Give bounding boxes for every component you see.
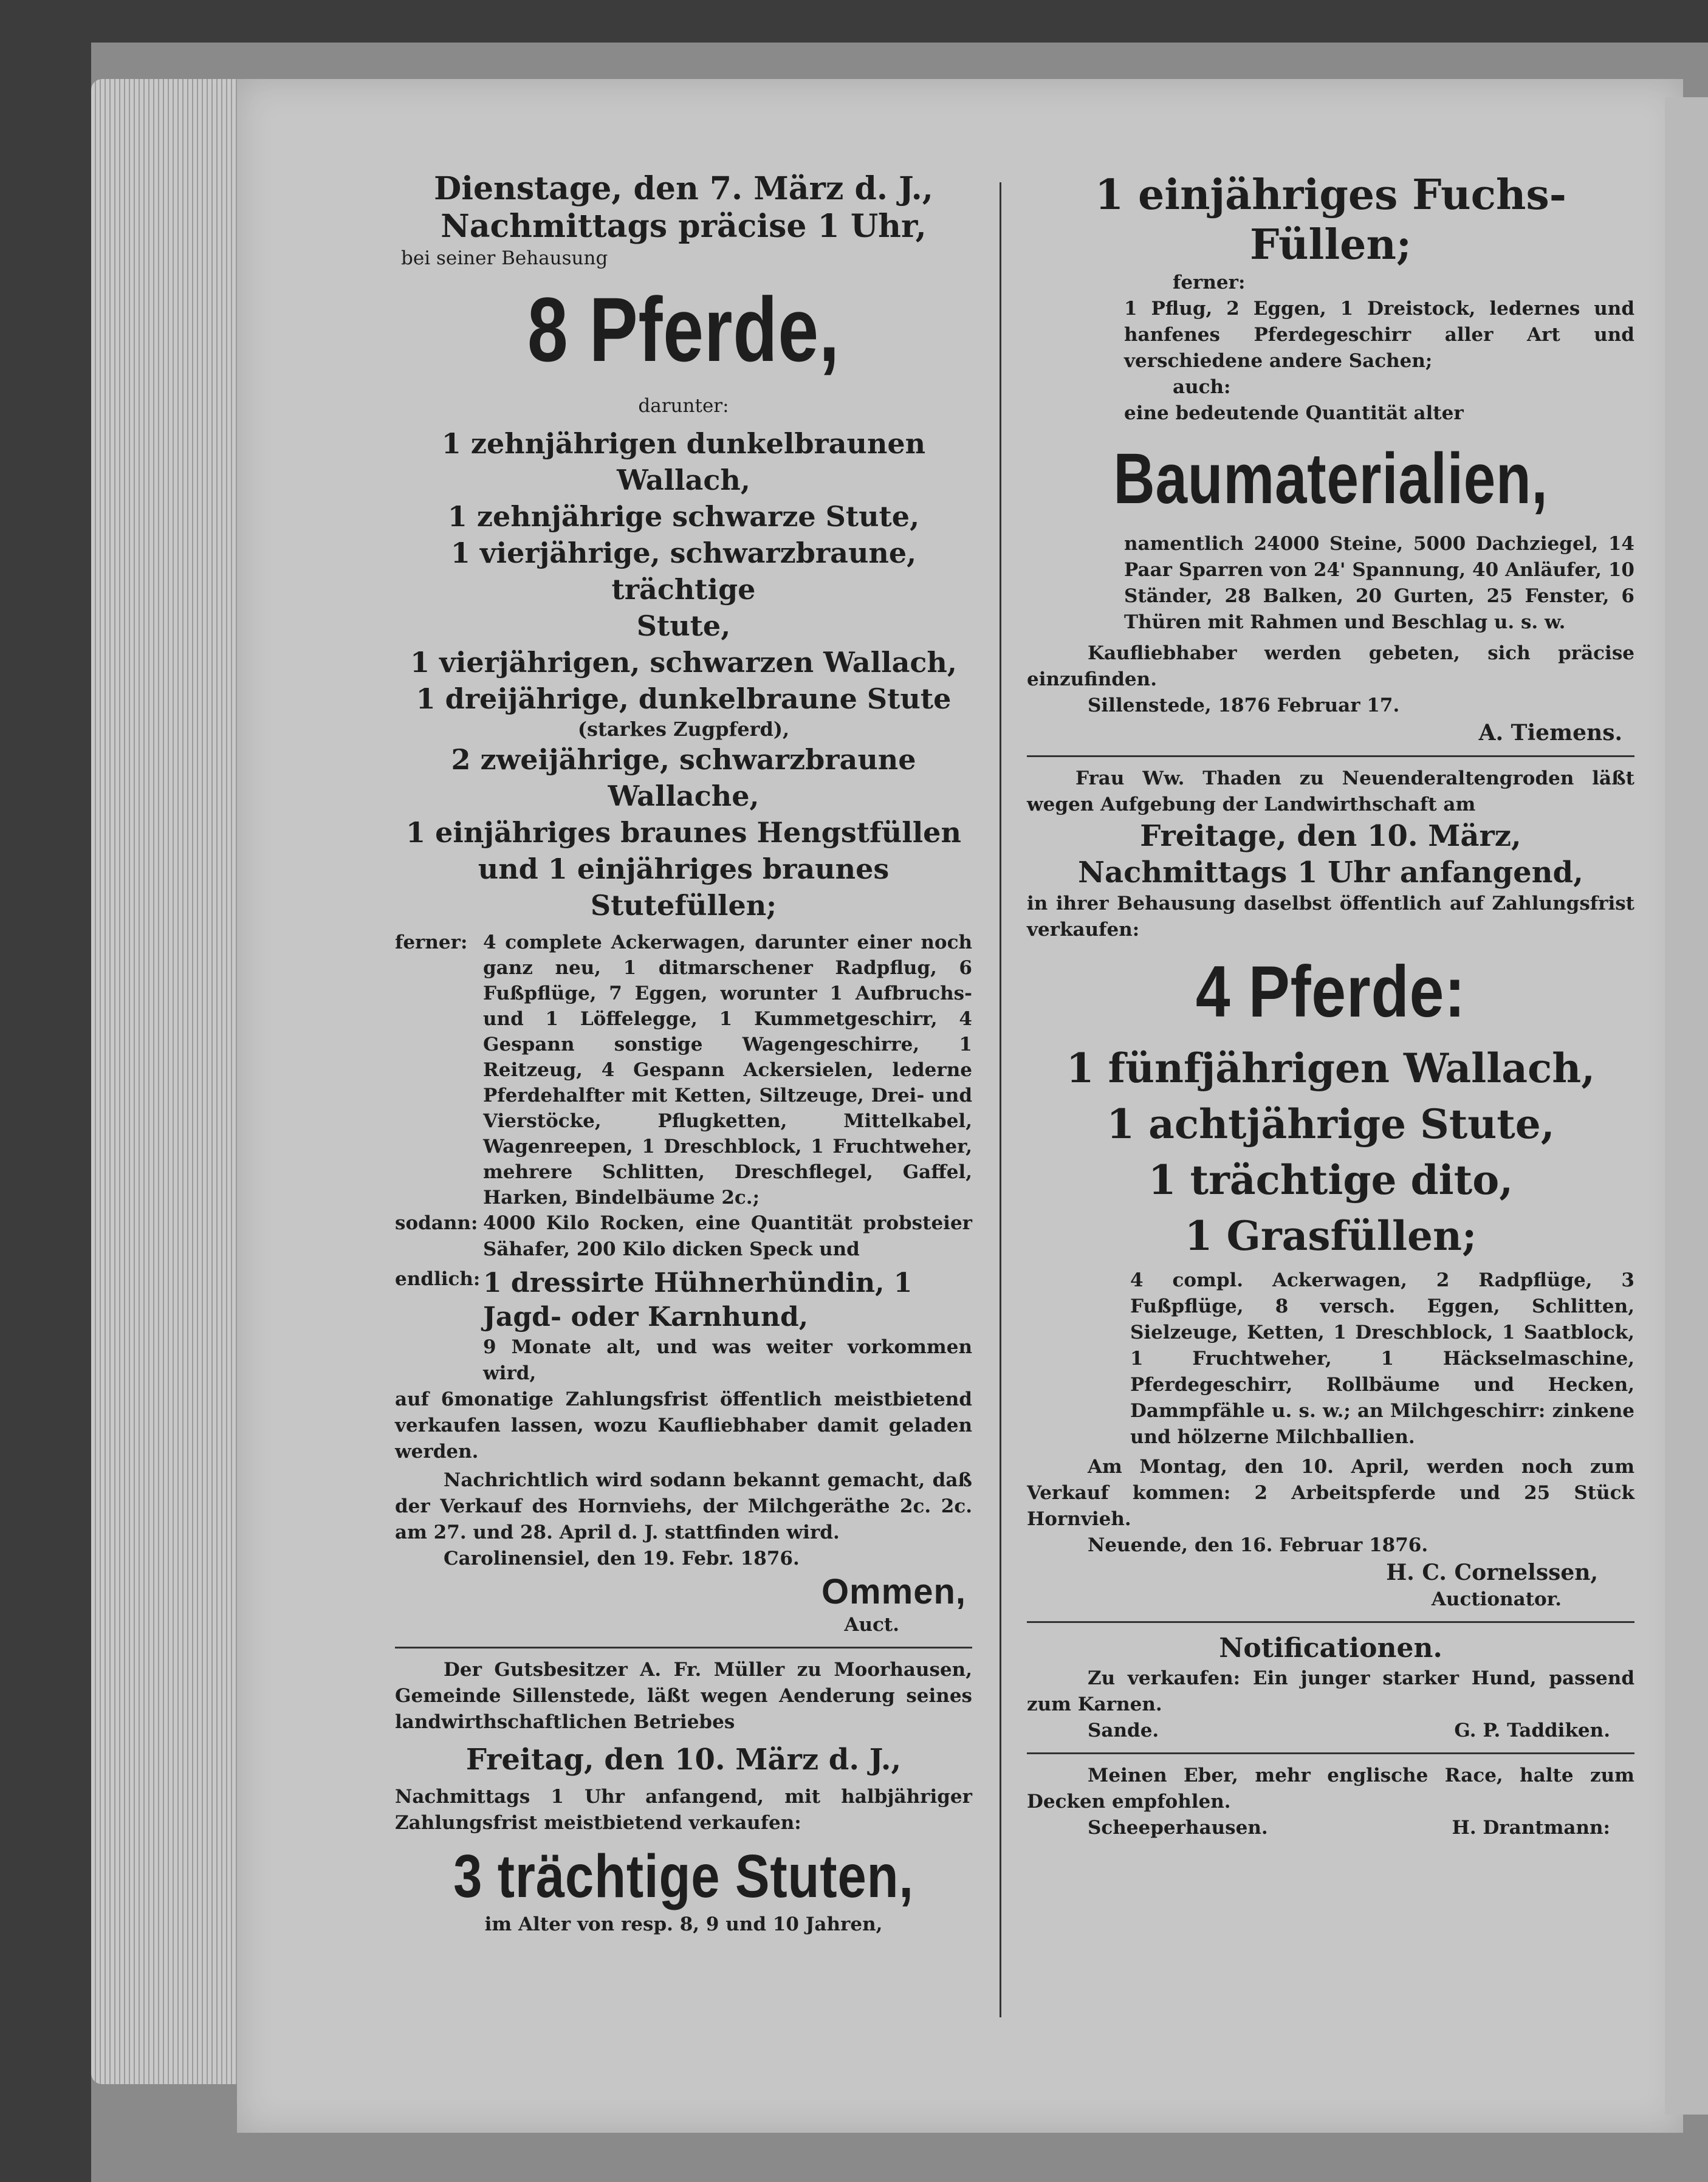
place-date: Carolinensiel, den 19. Febr. 1876.	[444, 1548, 800, 1570]
signer-title: Auct.	[844, 1614, 899, 1636]
column-divider	[1000, 182, 1001, 2017]
left-column	[395, 170, 972, 1938]
ad-separator	[1027, 1621, 1634, 1623]
auch-label: auch:	[1173, 376, 1231, 398]
horse-item: Stutefüllen;	[590, 889, 777, 922]
horse-item: 1 trächtige dito,	[1148, 1156, 1514, 1204]
ferner-text: 4 complete Ackerwagen, darunter einer noch ganz neu, 1 ditmarschener Radpflug, 6 Fußpflüge, 7 Eggen, worunter 1 Aufbruchs- und 1 Löffelegge, 1 Kummetgeschirr, 4 Gespann sonstige Wagengeschirre, 1 Reitzeug, 4 Gespann Ackersielen, lederne Pferdehalfter mit Ketten, Siltzeuge, Drei- und Vierstöcke, Pflugketten, Mittelkabel, Wagenreepen, 1 Dreschblock, 1 Fruchtweher, mehrere Schlitten, Dreschflegel, Gaffel, Harken, Bindelbäume 2c.;	[483, 931, 972, 1209]
ad2-date: Freitag, den 10. März d. J.,	[465, 1743, 902, 1777]
auction-time: Nachmittags präcise 1 Uhr,	[441, 208, 927, 245]
ad2-ages: im Alter von resp. 8, 9 und 10 Jahren,	[484, 1913, 883, 1935]
horse-list	[395, 425, 972, 924]
endlich-big-text: 1 dressirte Hühnerhündin, 1 Jagd- oder Karnhund,	[483, 1268, 913, 1333]
namentlich-text: namentlich 24000 Steine, 5000 Dachziegel, 14 Paar Sparren von 24' Spannung, 40 Anläufer, 10 Ständer, 28 Balken, 20 Gurten, 25 Fenster, 6 Thüren mit Rahmen und Beschlag u. s. w.	[1124, 533, 1634, 633]
sodann-text: 4000 Kilo Rocken, eine Quantität probsteier Sähafer, 200 Kilo dicken Speck und	[483, 1212, 972, 1260]
place-date: Sillenstede, 1876 Februar 17.	[1088, 695, 1400, 716]
notification-2-name: H. Drantmann:	[1452, 1817, 1610, 1839]
ad2-time: Nachmittags 1 Uhr anfangend,	[1078, 856, 1583, 890]
horse-item: 1 achtjährige Stute,	[1106, 1100, 1555, 1148]
headline-8-pferde: 8 Pferde,	[527, 278, 840, 380]
signer-name: A. Tiemens.	[1478, 720, 1622, 746]
ad2-signer-name: H. C. Cornelssen,	[1386, 1560, 1598, 1585]
ad2-items: 4 compl. Ackerwagen, 2 Radpflüge, 3 Fußpflüge, 8 versch. Eggen, Schlitten, Sielzeuge, Ketten, 1 Dreschblock, 1 Saatblock, 1 Fruchtweher, 1 Häckselmaschine, Pferdegeschirr, Rollbäume und Hecken, Dammpfähle u. s. w.; an Milchgeschirr: zinkene und hölzerne Milchballien.	[1130, 1269, 1634, 1448]
baumaterialien-headline: Baumaterialien,	[1113, 439, 1548, 519]
horse-item: 1 vierjährigen, schwarzen Wallach,	[410, 646, 957, 679]
notifications-title: Notificationen.	[1219, 1633, 1442, 1664]
right-column	[1027, 170, 1634, 1841]
horse-item: 1 einjähriges braunes Hengstfüllen	[406, 816, 961, 849]
notice-text: Nachrichtlich wird sodann bekannt gemacht, daß der Verkauf des Hornviehs, der Milchgeräthe 2c. 2c. am 27. und 28. April d. J. stattfinden wird.	[395, 1469, 972, 1543]
invite-text: Kaufliebhaber werden gebeten, sich präcise einzufinden.	[1027, 642, 1634, 690]
horse-item: 1 fünfjährigen Wallach,	[1066, 1045, 1596, 1092]
ad2-terms: in ihrer Behausung daselbst öffentlich auf Zahlungsfrist verkaufen:	[1027, 893, 1634, 941]
ad2-monday: Am Montag, den 10. April, werden noch zum Verkauf kommen: 2 Arbeitspferde und 25 Stück Hornvieh.	[1027, 1456, 1634, 1530]
horse-item-note: (starkes Zugpferd),	[577, 718, 790, 741]
ad-separator	[1027, 1752, 1634, 1754]
ad2-intro: Frau Ww. Thaden zu Neuenderaltengroden läßt wegen Aufgebung der Landwirthschaft am	[1027, 767, 1634, 815]
notification-2-text: Meinen Eber, mehr englische Race, halte zum Decken empfohlen.	[1027, 1765, 1634, 1813]
endlich-label: endlich:	[395, 1268, 481, 1290]
ferner-text: 1 Pflug, 2 Eggen, 1 Dreistock, ledernes und hanfenes Pferdegeschirr aller Art und verschiedene andere Sachen;	[1124, 298, 1634, 372]
notification-1-signature	[1027, 1718, 1634, 1744]
darunter-label: darunter:	[638, 395, 729, 417]
auction-location: bei seiner Behausung	[401, 247, 608, 269]
horse-item: 1 vierjährige, schwarzbraune, trächtige	[450, 537, 917, 606]
endlich-section	[395, 1266, 972, 1334]
horse-item: 1 zehnjährige schwarze Stute,	[447, 500, 920, 533]
signer-name: Ommen,	[821, 1572, 966, 1611]
ferner-label: ferner:	[395, 931, 468, 953]
horse-item: Stute,	[636, 609, 731, 642]
ferner-label: ferner:	[1173, 272, 1246, 293]
quantity-line: eine bedeutende Quantität alter	[1124, 402, 1464, 424]
sodann-label: sodann:	[395, 1212, 478, 1234]
ad2-place-date: Neuende, den 16. Februar 1876.	[1088, 1534, 1428, 1556]
notification-1-text: Zu verkaufen: Ein junger starker Hund, passend zum Karnen.	[1027, 1667, 1634, 1715]
sodann-section	[395, 1210, 972, 1263]
ad2-headline: 3 trächtige Stuten,	[453, 1842, 914, 1910]
horse-item: und 1 einjähriges braunes	[478, 853, 890, 885]
ad2-signer-title: Auctionator.	[1431, 1588, 1562, 1610]
ferner-section	[395, 930, 972, 1210]
ad2-headline: 4 Pferde:	[1195, 951, 1466, 1032]
closing-text: auf 6monatige Zahlungsfrist öffentlich meistbietend verkaufen lassen, wozu Kaufliebhaber damit geladen werden.	[395, 1388, 972, 1463]
notification-1-name: G. P. Taddiken.	[1454, 1720, 1610, 1741]
notification-1-place: Sande.	[1088, 1720, 1159, 1741]
ad2-date: Freitage, den 10. März,	[1140, 819, 1521, 853]
notification-2-signature	[1027, 1815, 1634, 1841]
endlich-small-text: 9 Monate alt, und was weiter vorkommen wird,	[483, 1336, 972, 1384]
ad2-horse-list	[1027, 1040, 1634, 1264]
facing-page-edge	[1665, 97, 1708, 2115]
horse-item: 1 dreijährige, dunkelbraune Stute	[416, 682, 952, 715]
horse-item: 2 zweijährige, schwarzbraune Wallache,	[451, 743, 916, 812]
ad2-intro: Der Gutsbesitzer A. Fr. Müller zu Moorhausen, Gemeinde Sillenstede, läßt wegen Aenderung seines landwirthschaftlichen Betriebes	[395, 1659, 972, 1733]
ad-separator	[395, 1647, 972, 1649]
notification-2-place: Scheeperhausen.	[1088, 1817, 1268, 1839]
auction-date: Dienstage, den 7. März d. J.,	[434, 170, 933, 207]
fuchs-fuellen-headline: 1 einjähriges Fuchs-Füllen;	[1095, 171, 1566, 269]
ad2-terms: Nachmittags 1 Uhr anfangend, mit halbjähriger Zahlungsfrist meistbietend verkaufen:	[395, 1786, 972, 1834]
horse-item: 1 zehnjährigen dunkelbraunen Wallach,	[441, 427, 926, 496]
horse-item: 1 Grasfüllen;	[1184, 1212, 1477, 1260]
ad-separator	[1027, 755, 1634, 757]
